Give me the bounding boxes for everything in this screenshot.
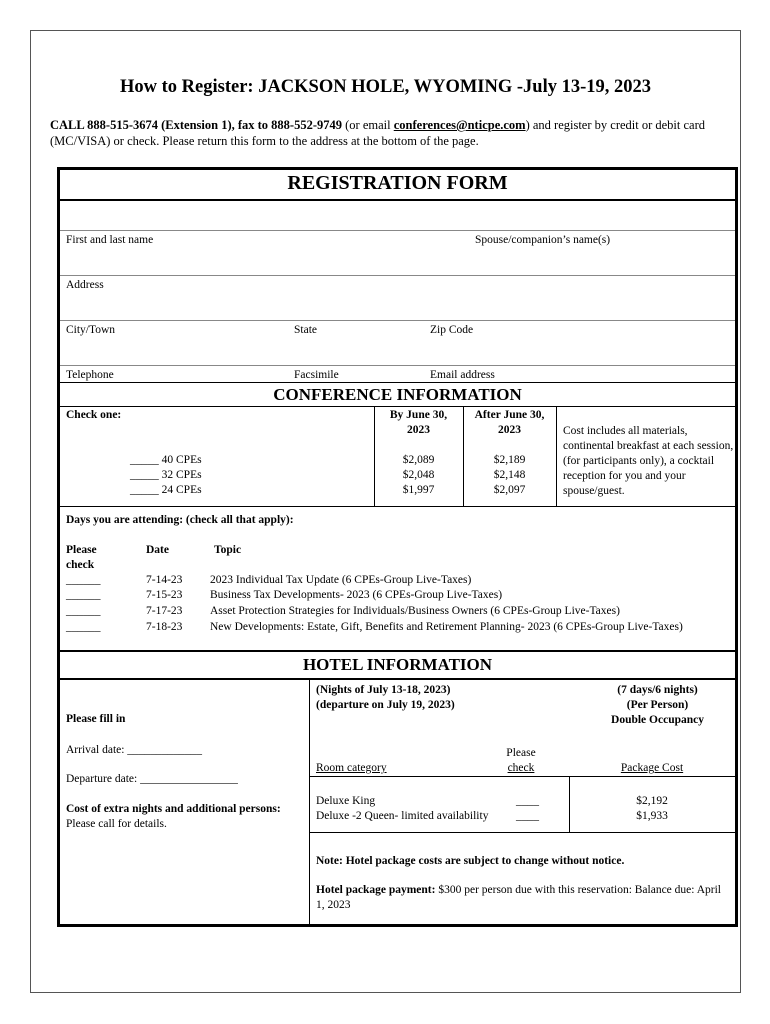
check-one-label: Check one: (66, 409, 122, 421)
session-check[interactable]: ______ (66, 605, 101, 617)
extra-nights-note: Please call for details. (66, 818, 167, 830)
col-check: check (507, 762, 535, 774)
address-field[interactable]: Address (66, 279, 104, 291)
price-by-32: $2,048 (402, 469, 435, 481)
room-check[interactable]: ____ (516, 795, 539, 807)
name-field[interactable]: First and last name (66, 234, 154, 246)
session-date: 7-18-23 (146, 621, 183, 633)
option-32-cpes[interactable]: _____ 32 CPEs (130, 469, 202, 481)
registration-form (57, 167, 738, 927)
col-room-category: Room category (316, 762, 387, 774)
option-24-cpes[interactable]: _____ 24 CPEs (130, 484, 202, 496)
room-deluxe-queen: Deluxe -2 Queen- limited availability (316, 810, 489, 822)
session-date: 7-17-23 (146, 605, 183, 617)
col-package-cost: Package Cost (620, 762, 684, 774)
form-title: REGISTRATION FORM (287, 172, 508, 194)
session-check[interactable]: ______ (66, 574, 101, 586)
email-link[interactable]: conferences@nticpe.com (393, 118, 526, 132)
state-field[interactable]: State (294, 324, 317, 336)
session-topic: New Developments: Estate, Gift, Benefits and Retirement Planning- 2023 (6 CPEs-Group Live-Taxes) (210, 621, 683, 633)
room-cost: $1,933 (636, 810, 668, 822)
col-by-june: By June 30, 2023 (389, 409, 448, 436)
conference-title: CONFERENCE INFORMATION (273, 385, 522, 404)
price-after-24: $2,097 (493, 484, 526, 496)
days-attending-label: Days you are attending: (check all that apply): (66, 514, 294, 526)
price-by-24: $1,997 (402, 484, 435, 496)
option-40-cpes[interactable]: _____ 40 CPEs (130, 454, 202, 466)
col-date: Date (146, 544, 169, 556)
room-cost: $2,192 (636, 795, 668, 807)
intro-text: CALL 888-515-3674 (Extension 1), fax to 888-552-9749 (or email conferences@nticpe.com) and register by credit or debit card (MC/VISA) or check. Please return this form to the address at the bottom of the page. (50, 118, 706, 148)
arrival-date-field[interactable]: Arrival date: _____________ (66, 744, 203, 756)
session-check[interactable]: ______ (66, 621, 101, 633)
col-please: Please (506, 747, 536, 759)
spouse-field[interactable]: Spouse/companion’s name(s) (475, 234, 611, 246)
price-after-32: $2,148 (493, 469, 526, 481)
zip-field[interactable]: Zip Code (430, 324, 474, 336)
session-date: 7-15-23 (146, 589, 183, 601)
col-please-check: Please check (66, 544, 97, 571)
contact-phone-fax: CALL 888-515-3674 (Extension 1), fax to 888-552-9749 (50, 118, 343, 132)
hotel-payment: Hotel package payment: $300 per person due with this reservation: Balance due: April 1, 2023 (316, 884, 721, 911)
hotel-title: HOTEL INFORMATION (302, 655, 493, 674)
email-field[interactable]: Email address (430, 369, 495, 381)
nights-label: (Nights of July 13-18, 2023) (316, 684, 451, 696)
telephone-field[interactable]: Telephone (66, 369, 114, 381)
extra-nights-label: Cost of extra nights and additional persons: (66, 803, 281, 815)
session-topic: Business Tax Developments- 2023 (6 CPEs-Group Live-Taxes) (210, 589, 503, 601)
price-after-40: $2,189 (493, 454, 526, 466)
session-check[interactable]: ______ (66, 589, 101, 601)
city-field[interactable]: City/Town (66, 324, 116, 336)
col-topic: Topic (214, 544, 242, 556)
departure-date-field[interactable]: Departure date: _________________ (66, 773, 238, 785)
cost-includes-note: Cost includes all materials, continental breakfast at each session, (for participants only), a cocktail reception for you and your spouse/guest. (563, 425, 734, 497)
room-check[interactable]: ____ (516, 810, 539, 822)
days-nights-label: (7 days/6 nights) (617, 684, 698, 696)
please-fill-in: Please fill in (66, 713, 126, 725)
occupancy-label: Double Occupancy (611, 714, 704, 726)
departure-on-label: (departure on July 19, 2023) (316, 699, 455, 711)
page-title: How to Register: JACKSON HOLE, WYOMING -July 13-19, 2023 (120, 77, 651, 97)
col-after-june: After June 30, 2023 (474, 409, 545, 436)
session-date: 7-14-23 (146, 574, 183, 586)
session-topic: 2023 Individual Tax Update (6 CPEs-Group Live-Taxes) (210, 574, 472, 586)
price-by-40: $2,089 (402, 454, 435, 466)
hotel-note: Note: Hotel package costs are subject to change without notice. (316, 855, 625, 867)
per-person-label: (Per Person) (626, 699, 689, 711)
facsimile-field[interactable]: Facsimile (294, 369, 339, 381)
room-deluxe-king: Deluxe King (316, 795, 376, 807)
session-topic: Asset Protection Strategies for Individuals/Business Owners (6 CPEs-Group Live-Taxes) (210, 605, 620, 617)
